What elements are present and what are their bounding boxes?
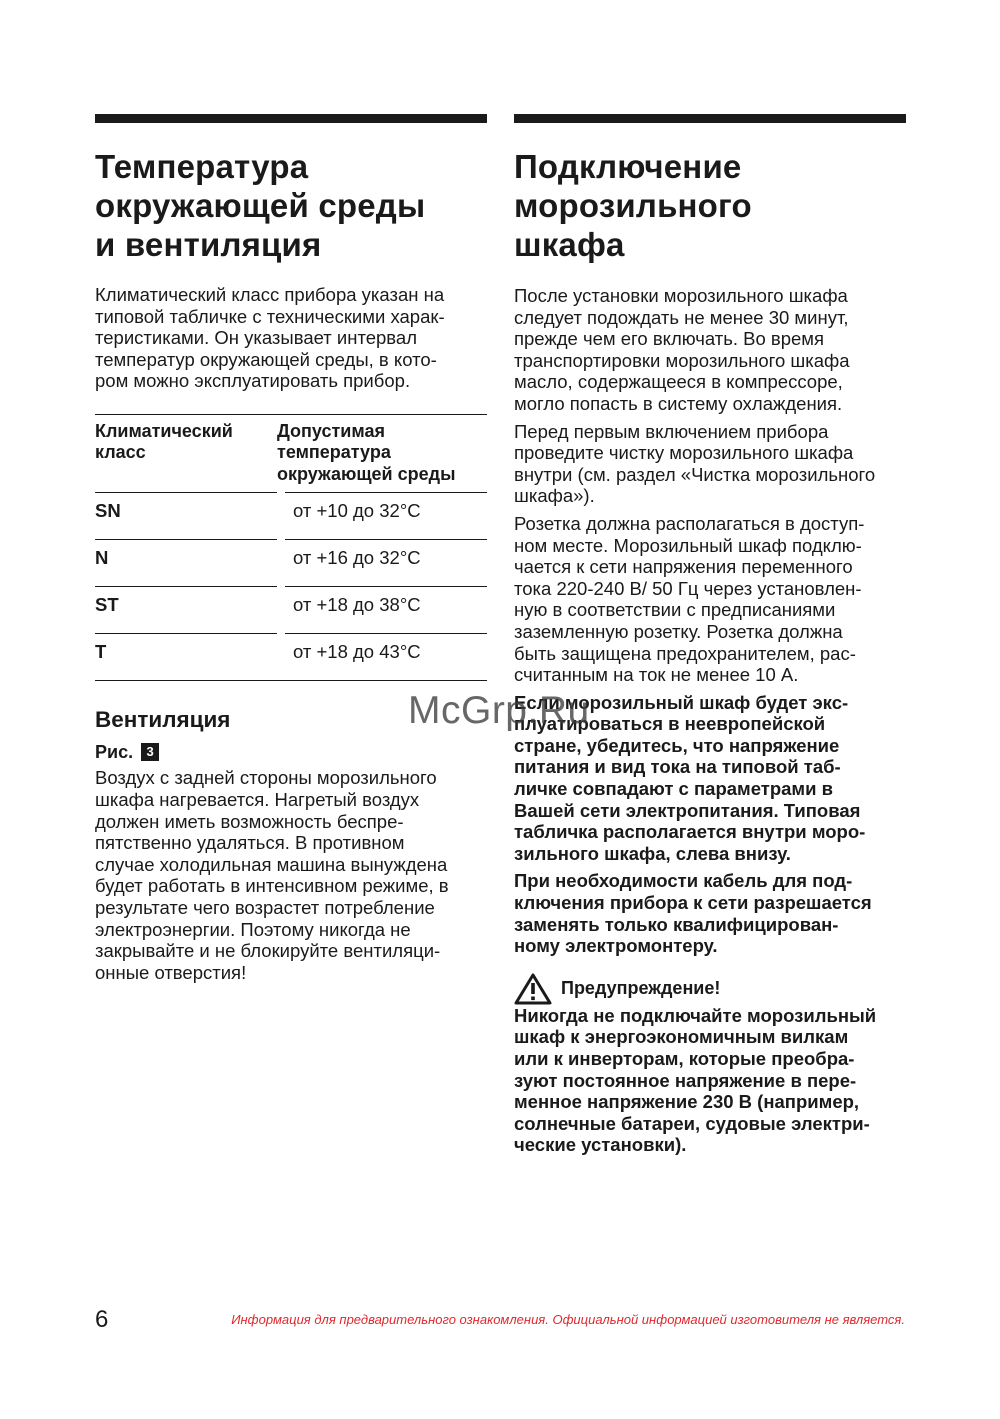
waiting-paragraph bbox=[514, 285, 906, 415]
text-line: Розетка должна располагаться в доступ- bbox=[514, 512, 865, 534]
text-line: заменять только квалифицирован- bbox=[514, 913, 839, 935]
climate-class-cell: N bbox=[95, 540, 277, 587]
climate-class-cell: SN bbox=[95, 493, 277, 540]
header-climate-class bbox=[95, 414, 277, 493]
climate-class-table bbox=[95, 414, 487, 682]
text-line: личке совпадают с параметрами в bbox=[514, 778, 833, 800]
socket-paragraph bbox=[514, 513, 906, 686]
table-header-row bbox=[95, 414, 487, 493]
text-line: При необходимости кабель для под- bbox=[514, 870, 853, 892]
ventilation-heading: Вентиляция bbox=[95, 707, 231, 733]
text-line: электроэнергии. Поэтому никогда не bbox=[95, 918, 411, 940]
text-line: внутри (см. раздел «Чистка морозильного bbox=[514, 463, 876, 485]
text-line: типовой табличке с техническими харак- bbox=[95, 305, 445, 327]
right-heading-line: морозильного bbox=[514, 187, 752, 224]
left-top-rule bbox=[95, 114, 487, 123]
header-line: Допустимая bbox=[277, 420, 385, 441]
text-line: шкафа»). bbox=[514, 485, 595, 507]
text-line: После установки морозильного шкафа bbox=[514, 285, 848, 306]
header-line: окружающей среды bbox=[277, 463, 456, 484]
left-heading-line: Температура bbox=[95, 148, 309, 185]
ventilation-paragraph bbox=[95, 767, 487, 983]
climate-class-cell: ST bbox=[95, 587, 277, 634]
climate-class-cell: T bbox=[95, 634, 277, 681]
header-allowed-temperature bbox=[277, 414, 487, 493]
temperature-range-cell: от +10 до 32°C bbox=[285, 493, 487, 540]
warning-title: Предупреждение! bbox=[561, 978, 721, 999]
table-row bbox=[95, 540, 487, 587]
cleaning-paragraph bbox=[514, 421, 906, 507]
cable-replacement-paragraph bbox=[514, 870, 906, 956]
page-number: 6 bbox=[95, 1306, 109, 1333]
left-heading-line: окружающей среды bbox=[95, 187, 426, 224]
text-line: солнечные батареи, судовые электри- bbox=[514, 1112, 870, 1134]
text-line: проведите чистку морозильного шкафа bbox=[514, 442, 854, 464]
text-line: чается к сети напряжения переменного bbox=[514, 556, 853, 578]
text-line: пятственно удаляться. В противном bbox=[95, 832, 405, 854]
text-line: прежде чем его включать. Во время bbox=[514, 328, 825, 350]
text-line: транспортировки морозильного шкафа bbox=[514, 349, 850, 371]
text-line: заземленную розетку. Розетка должна bbox=[514, 620, 843, 642]
left-column bbox=[95, 114, 487, 983]
temperature-range-cell: от +18 до 43°C bbox=[285, 634, 487, 681]
text-line: или к инверторам, которые преобра- bbox=[514, 1048, 855, 1069]
table-row bbox=[95, 587, 487, 634]
text-line: шкаф к энергоэкономичным вилкам bbox=[514, 1026, 849, 1048]
left-heading bbox=[95, 147, 487, 264]
text-line: Вашей сети электропитания. Типовая bbox=[514, 799, 861, 821]
right-heading bbox=[514, 147, 906, 264]
right-top-rule bbox=[514, 114, 906, 123]
text-line: тока 220-240 В/ 50 Гц через установлен- bbox=[514, 577, 862, 599]
text-line: Если морозильный шкаф будет экс- bbox=[514, 691, 849, 713]
left-heading-line: и вентиляция bbox=[95, 226, 322, 263]
right-heading-line: шкафа bbox=[514, 226, 625, 263]
warning-header bbox=[514, 973, 906, 1005]
text-line: питания и вид тока на типовой таб- bbox=[514, 756, 841, 778]
text-line: могло попасть в систему охлаждения. bbox=[514, 392, 843, 414]
table-row bbox=[95, 493, 487, 540]
figure-number-badge: 3 bbox=[141, 743, 159, 761]
text-line: ному электромонтеру. bbox=[514, 935, 718, 957]
text-line: шкафа нагревается. Нагретый воздух bbox=[95, 789, 420, 811]
text-line: ром можно эксплуатировать прибор. bbox=[95, 370, 411, 392]
header-line: Климатический bbox=[95, 420, 233, 441]
text-line: зильного шкафа, слева внизу. bbox=[514, 842, 791, 864]
temperature-range-cell: от +16 до 32°C bbox=[285, 540, 487, 587]
footer-disclaimer: Информация для предварительного ознакомления. Официальной информацией изготовителя не является. bbox=[231, 1312, 905, 1327]
header-line: температура bbox=[277, 442, 391, 463]
text-line: ческие установки). bbox=[514, 1134, 687, 1156]
text-line: результате чего возрастет потребление bbox=[95, 897, 435, 919]
right-heading-line: Подключение bbox=[514, 148, 742, 185]
text-line: масло, содержащееся в компрессоре, bbox=[514, 371, 843, 393]
text-line: случае холодильная машина вынуждена bbox=[95, 853, 448, 875]
figure-reference bbox=[95, 741, 487, 763]
temperature-range-cell: от +18 до 38°C bbox=[285, 587, 487, 634]
text-line: ном месте. Морозильный шкаф подклю- bbox=[514, 534, 862, 556]
text-line: табличка располагается внутри моро- bbox=[514, 821, 866, 843]
header-line: класс bbox=[95, 442, 146, 463]
text-line: закрывайте и не блокируйте вентиляци- bbox=[95, 940, 441, 962]
watermark: McGrp.Ru bbox=[408, 689, 590, 732]
warning-paragraph bbox=[514, 1005, 906, 1156]
text-line: теристиками. Он указывает интервал bbox=[95, 327, 418, 349]
text-line: зуют постоянное напряжение в пере- bbox=[514, 1069, 857, 1091]
text-line: плуатироваться в неевропейской bbox=[514, 713, 826, 735]
text-line: Никогда не подключайте морозильный bbox=[514, 1004, 877, 1026]
text-line: менное напряжение 230 В (например, bbox=[514, 1091, 860, 1113]
text-line: будет работать в интенсивном режиме, в bbox=[95, 875, 449, 897]
right-column bbox=[514, 114, 906, 1156]
text-line: температур окружающей среды, в кото- bbox=[95, 348, 437, 370]
climate-intro-paragraph bbox=[95, 284, 487, 392]
text-line: Воздух с задней стороны морозильного bbox=[95, 767, 437, 789]
warning-triangle-icon bbox=[514, 973, 552, 1005]
text-line: ную в соответствии с предписаниями bbox=[514, 599, 836, 621]
text-line: следует подождать не менее 30 минут, bbox=[514, 306, 849, 328]
text-line: стране, убедитесь, что напряжение bbox=[514, 734, 840, 756]
text-line: онные отверстия! bbox=[95, 961, 247, 983]
table-row bbox=[95, 634, 487, 681]
text-line: считанным на ток не менее 10 А. bbox=[514, 664, 799, 686]
text-line: Климатический класс прибора указан на bbox=[95, 284, 445, 305]
text-line: быть защищена предохранителем, рас- bbox=[514, 642, 856, 664]
figure-label: Рис. bbox=[95, 742, 134, 763]
text-line: Перед первым включением прибора bbox=[514, 420, 829, 442]
text-line: ключения прибора к сети разрешается bbox=[514, 892, 872, 914]
text-line: должен иметь возможность беспре- bbox=[95, 810, 404, 832]
